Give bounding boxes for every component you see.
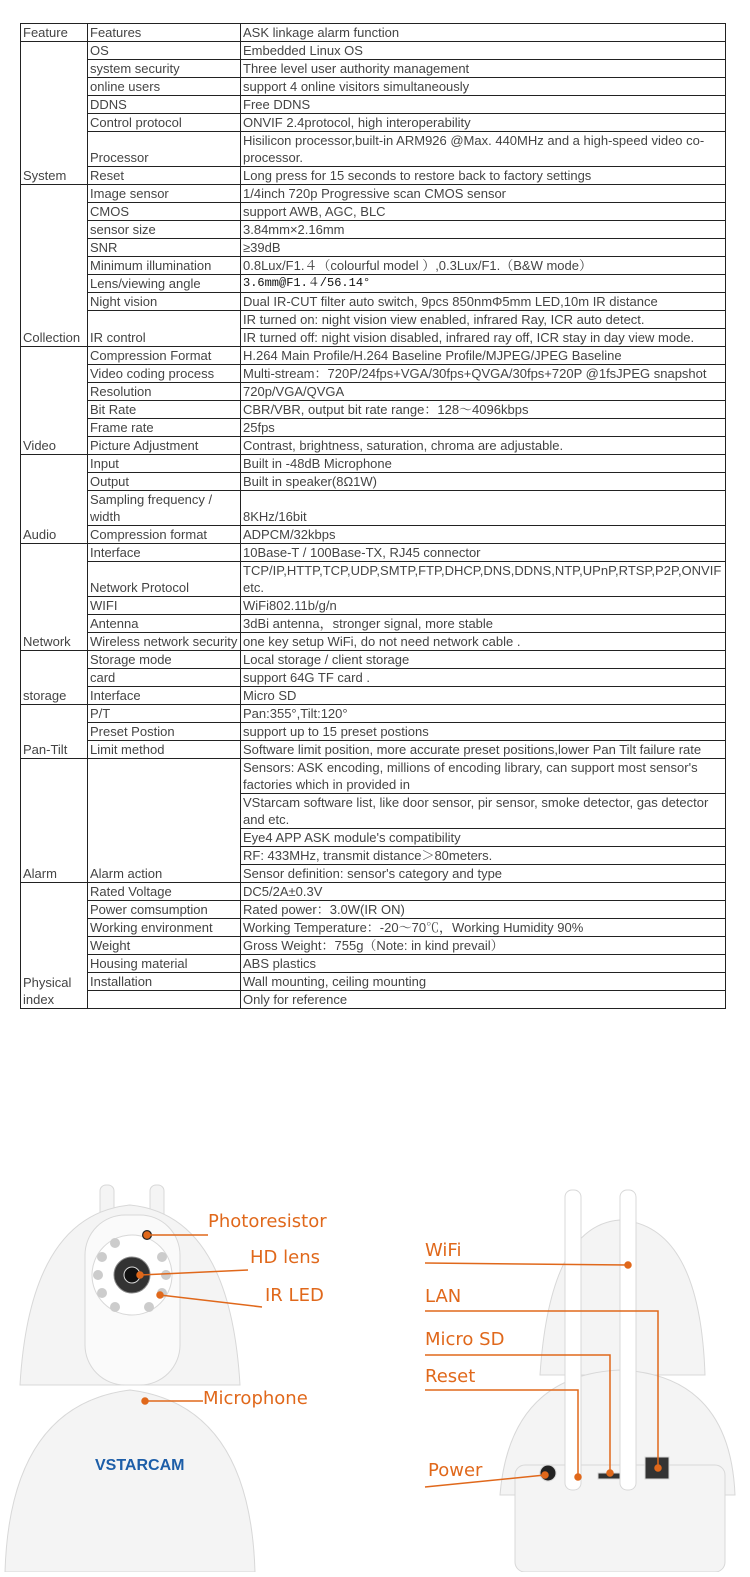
feature-name: system security: [88, 60, 241, 78]
feature-value: 1/4inch 720p Progressive scan CMOS sensor: [241, 185, 726, 203]
feature-value: WiFi802.11b/g/n: [241, 597, 726, 615]
table-row: [21, 401, 726, 419]
table-row: [21, 383, 726, 401]
feature-value: Micro SD: [241, 687, 726, 705]
feature-name: Interface: [88, 687, 241, 705]
feature-name: Video coding process: [88, 365, 241, 383]
table-row: [21, 239, 726, 257]
table-row: [21, 167, 726, 185]
feature-value: Multi-stream：720P/24fps+VGA/30fps+QVGA/30fps+720P @1fsJPEG snapshot: [241, 365, 726, 383]
feature-value: 10Base-T / 100Base-TX, RJ45 connector: [241, 544, 726, 562]
table-row: [21, 437, 726, 455]
group-label: Feature: [21, 24, 88, 42]
feature-value: CBR/VBR, output bit rate range：128～4096kbps: [241, 401, 726, 419]
table-row: [21, 723, 726, 741]
table-row: [21, 669, 726, 687]
table-row: [21, 185, 726, 203]
feature-value: Long press for 15 seconds to restore back to factory settings: [241, 167, 726, 185]
table-row: [21, 919, 726, 937]
front-camera: [5, 1185, 255, 1572]
camera-illustration: [0, 1135, 750, 1572]
feature-name: Input: [88, 455, 241, 473]
table-row: [21, 544, 726, 562]
table-row: [21, 937, 726, 955]
feature-name: Alarm action: [88, 759, 241, 883]
feature-value: ADPCM/32kbps: [241, 526, 726, 544]
table-row: [21, 759, 726, 794]
group-label: Physical index: [21, 883, 88, 1009]
feature-name: Preset Postion: [88, 723, 241, 741]
table-row: [21, 651, 726, 669]
group-label: Alarm: [21, 759, 88, 883]
feature-value: Wall mounting, ceiling mounting: [241, 973, 726, 991]
table-row: [21, 473, 726, 491]
table-row: [21, 973, 726, 991]
feature-name: Wireless network security: [88, 633, 241, 651]
feature-value: Three level user authority management: [241, 60, 726, 78]
table-row: [21, 597, 726, 615]
feature-name: online users: [88, 78, 241, 96]
feature-name: Output: [88, 473, 241, 491]
feature-value: Gross Weight：755g（Note: in kind prevail）: [241, 937, 726, 955]
feature-name: CMOS: [88, 203, 241, 221]
table-row: [21, 221, 726, 239]
feature-value: 3.6mm@F1.４/56.14°: [241, 275, 726, 293]
group-label: Video: [21, 347, 88, 455]
label-lan: LAN: [425, 1286, 462, 1307]
table-row: [21, 991, 726, 1009]
feature-value: Software limit position, more accurate preset positions,lower Pan Tilt failure rate: [241, 741, 726, 759]
feature-name: Processor: [88, 132, 241, 167]
feature-name: Rated Voltage: [88, 883, 241, 901]
feature-name: P/T: [88, 705, 241, 723]
feature-name: SNR: [88, 239, 241, 257]
feature-value: RF: 433MHz, transmit distance＞80meters.: [241, 847, 726, 865]
feature-value: support 64G TF card .: [241, 669, 726, 687]
back-camera: [500, 1190, 735, 1572]
table-row: [21, 562, 726, 597]
table-row: [21, 132, 726, 167]
table-row: [21, 24, 726, 42]
feature-name: DDNS: [88, 96, 241, 114]
group-label: Collection: [21, 185, 88, 347]
feature-name: Working environment: [88, 919, 241, 937]
table-row: [21, 955, 726, 973]
label-microphone: Microphone: [203, 1388, 308, 1409]
table-row: [21, 311, 726, 329]
table-row: [21, 633, 726, 651]
table-row: [21, 419, 726, 437]
spec-table: [20, 23, 726, 1009]
feature-value: one key setup WiFi, do not need network cable .: [241, 633, 726, 651]
label-power: Power: [428, 1460, 483, 1481]
feature-name: Image sensor: [88, 185, 241, 203]
feature-name: [88, 991, 241, 1009]
feature-name: sensor size: [88, 221, 241, 239]
feature-value: IR turned on: night vision view enabled, infrared Ray, ICR auto detect.: [241, 311, 726, 329]
feature-value: Dual IR-CUT filter auto switch, 9pcs 850nmΦ5mm LED,10m IR distance: [241, 293, 726, 311]
feature-value: Embedded Linux OS: [241, 42, 726, 60]
table-row: [21, 741, 726, 759]
table-row: [21, 615, 726, 633]
feature-name: Resolution: [88, 383, 241, 401]
feature-name: WIFI: [88, 597, 241, 615]
feature-name: Frame rate: [88, 419, 241, 437]
feature-value: Only for reference: [241, 991, 726, 1009]
feature-value: ONVIF 2.4protocol, high interoperability: [241, 114, 726, 132]
product-photo: [0, 1135, 750, 1572]
feature-value: Eye4 APP ASK module's compatibility: [241, 829, 726, 847]
table-row: [21, 883, 726, 901]
feature-name: Reset: [88, 167, 241, 185]
label-micro-sd: Micro SD: [425, 1329, 505, 1350]
feature-value: support 4 online visitors simultaneously: [241, 78, 726, 96]
feature-value: 25fps: [241, 419, 726, 437]
feature-value: Pan:355°,Tilt:120°: [241, 705, 726, 723]
feature-value: Local storage / client storage: [241, 651, 726, 669]
feature-name: Lens/viewing angle: [88, 275, 241, 293]
group-label: storage: [21, 651, 88, 705]
group-label: Network: [21, 544, 88, 651]
feature-name: Bit Rate: [88, 401, 241, 419]
feature-value: Free DDNS: [241, 96, 726, 114]
feature-value: 3.84mm×2.16mm: [241, 221, 726, 239]
feature-value: support up to 15 preset postions: [241, 723, 726, 741]
feature-value: H.264 Main Profile/H.264 Baseline Profile/MJPEG/JPEG Baseline: [241, 347, 726, 365]
feature-value: 720p/VGA/QVGA: [241, 383, 726, 401]
feature-value: Hisilicon processor,built-in ARM926 @Max. 440MHz and a high-speed video co-processor.: [241, 132, 726, 167]
feature-name: Antenna: [88, 615, 241, 633]
table-row: [21, 687, 726, 705]
feature-value: 3dBi antenna，stronger signal, more stable: [241, 615, 726, 633]
feature-value: DC5/2A±0.3V: [241, 883, 726, 901]
feature-name: Housing material: [88, 955, 241, 973]
feature-name: card: [88, 669, 241, 687]
label-hd-lens: HD lens: [250, 1247, 320, 1268]
table-row: [21, 526, 726, 544]
feature-value: Rated power：3.0W(IR ON): [241, 901, 726, 919]
label-wifi: WiFi: [425, 1240, 462, 1261]
feature-name: Power comsumption: [88, 901, 241, 919]
feature-name: Picture Adjustment: [88, 437, 241, 455]
feature-value: support AWB, AGC, BLC: [241, 203, 726, 221]
feature-value: IR turned off: night vision disabled, infrared ray off, ICR stay in day view mode.: [241, 329, 726, 347]
table-row: [21, 293, 726, 311]
feature-name: Compression format: [88, 526, 241, 544]
feature-value: Sensor definition: sensor's category and type: [241, 865, 726, 883]
group-label: Pan-Tilt: [21, 705, 88, 759]
table-row: [21, 78, 726, 96]
feature-name: Sampling frequency / width: [88, 491, 241, 526]
label-photoresistor: Photoresistor: [208, 1211, 327, 1232]
table-row: [21, 347, 726, 365]
feature-value: VStarcam software list, like door sensor, pir sensor, smoke detector, gas detector and etc.: [241, 794, 726, 829]
table-row: [21, 455, 726, 473]
feature-name: Network Protocol: [88, 562, 241, 597]
table-row: [21, 491, 726, 526]
table-row: [21, 275, 726, 293]
table-row: [21, 42, 726, 60]
feature-value: Built in speaker(8Ω1W): [241, 473, 726, 491]
feature-value: 8KHz/16bit: [241, 491, 726, 526]
table-row: [21, 365, 726, 383]
feature-value: Sensors: ASK encoding, millions of encoding library, can support most sensor's factories which in provided in: [241, 759, 726, 794]
table-row: [21, 705, 726, 723]
table-row: [21, 901, 726, 919]
feature-name: Minimum illumination: [88, 257, 241, 275]
feature-name: Interface: [88, 544, 241, 562]
table-row: [21, 96, 726, 114]
group-label: Audio: [21, 455, 88, 544]
feature-name: Night vision: [88, 293, 241, 311]
table-row: [21, 114, 726, 132]
feature-name: Weight: [88, 937, 241, 955]
feature-value: Contrast, brightness, saturation, chroma are adjustable.: [241, 437, 726, 455]
feature-name: Features: [88, 24, 241, 42]
group-label: System: [21, 42, 88, 185]
feature-value: Built in -48dB Microphone: [241, 455, 726, 473]
feature-value: ASK linkage alarm function: [241, 24, 726, 42]
feature-name: Storage mode: [88, 651, 241, 669]
brand-logo: VSTARCAM: [95, 1457, 185, 1474]
feature-name: IR control: [88, 311, 241, 347]
table-row: [21, 257, 726, 275]
feature-value: Working Temperature：-20～70℃，Working Humidity 90%: [241, 919, 726, 937]
feature-name: Compression Format: [88, 347, 241, 365]
table-row: [21, 203, 726, 221]
feature-name: OS: [88, 42, 241, 60]
feature-value: 0.8Lux/F1.４（colourful model ）,0.3Lux/F1.（B&W mode）: [241, 257, 726, 275]
label-ir-led: IR LED: [265, 1285, 324, 1306]
feature-name: Installation: [88, 973, 241, 991]
feature-value: ≥39dB: [241, 239, 726, 257]
table-row: [21, 60, 726, 78]
feature-name: Control protocol: [88, 114, 241, 132]
label-reset: Reset: [425, 1366, 476, 1387]
feature-value: ABS plastics: [241, 955, 726, 973]
feature-value: TCP/IP,HTTP,TCP,UDP,SMTP,FTP,DHCP,DNS,DDNS,NTP,UPnP,RTSP,P2P,ONVIF etc.: [241, 562, 726, 597]
feature-name: Limit method: [88, 741, 241, 759]
